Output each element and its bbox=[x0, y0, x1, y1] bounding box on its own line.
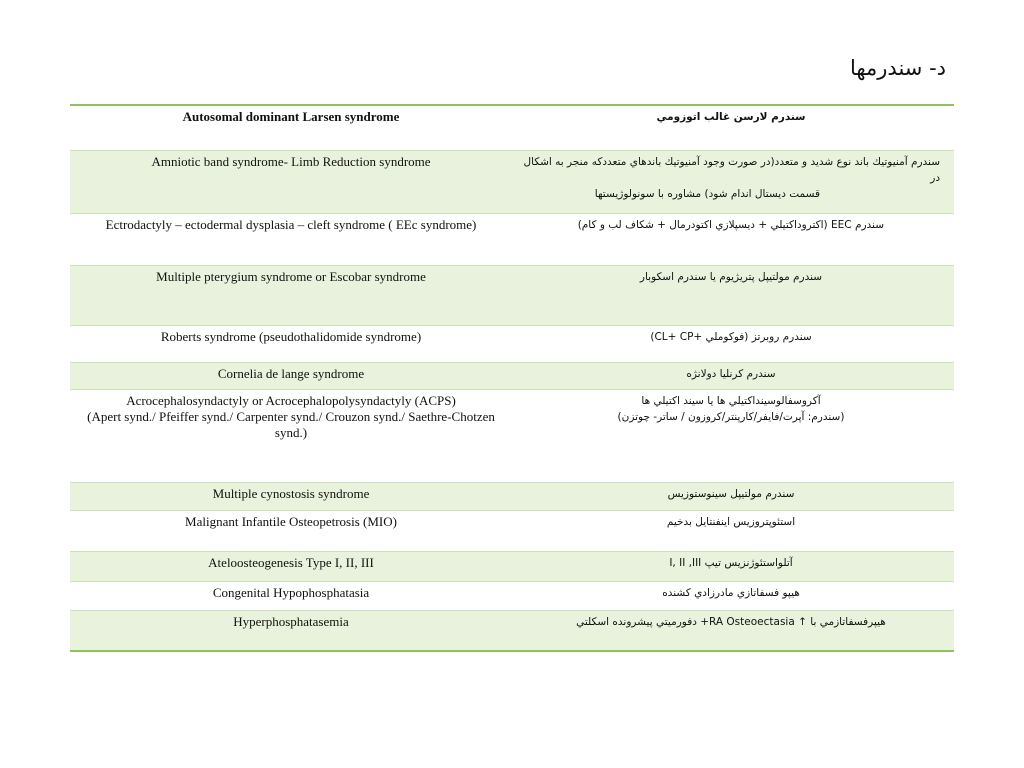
persian-term: سندرم كرنليا دولانژه bbox=[686, 368, 776, 380]
english-term: Ateloosteogenesis Type I, II, III bbox=[208, 555, 374, 570]
persian-term bbox=[512, 390, 954, 482]
table-row bbox=[70, 551, 954, 581]
table-row bbox=[70, 150, 954, 213]
persian-term: سندرم مولتيپل پتريژيوم يا سندرم اسكوبار bbox=[639, 271, 823, 283]
persian-term-line: قسمت ديستال اندام شود) مشاوره با سونولوژيستها bbox=[594, 188, 820, 200]
persian-term bbox=[512, 151, 954, 213]
persian-term: سندرم روبرتز (فوكوملي +CL+ CP) bbox=[650, 331, 812, 343]
english-term-line: synd.) bbox=[274, 425, 308, 440]
english-term: Roberts syndrome (pseudothalidomide syndrome) bbox=[160, 329, 422, 344]
persian-term: سندرم لارسن غالب اتوزومي bbox=[656, 111, 806, 123]
persian-term-line: آكروسفالوسينداكتيلي ها يا سيند اكتيلي ها bbox=[641, 395, 821, 407]
persian-term: آتلواستئوژنزيس تيپ I, II ,III bbox=[669, 557, 793, 569]
english-term: Ectrodactyly – ectodermal dysplasia – cleft syndrome ( EEc syndrome) bbox=[105, 217, 477, 232]
table-row bbox=[70, 362, 954, 389]
table-row bbox=[70, 610, 954, 650]
english-term: Malignant Infantile Osteopetrosis (MIO) bbox=[185, 514, 397, 529]
english-term-line: (Apert synd./ Pfeiffer synd./ Carpenter synd./ Crouzon synd./ Saethre-Chotzen bbox=[87, 409, 495, 424]
persian-term: استئوپتروزيس اينفنتايل بدخيم bbox=[666, 516, 796, 528]
english-term: Autosomal dominant Larsen syndrome bbox=[182, 109, 400, 124]
table-row bbox=[70, 265, 954, 325]
english-term-line: Acrocephalosyndactyly or Acrocephalopolysyndactyly (ACPS) bbox=[126, 393, 456, 408]
slide-title: د- سندرمها bbox=[849, 56, 946, 80]
persian-term: سندرم مولتيپل سينوستوزيس bbox=[667, 488, 795, 500]
english-term bbox=[70, 390, 512, 482]
table-row bbox=[70, 581, 954, 610]
english-term: Cornelia de lange syndrome bbox=[217, 366, 365, 381]
persian-term-line: سندرم آمنيوتيك باند نوع شديد و متعدد(در صورت وجود آمنيوتيك باندهاي متعددكه منجر به اشكال در bbox=[523, 156, 940, 184]
persian-term: هيپرفسفاتازمي با ↑ RA Osteoectasia+ دفورميتي پيشرونده اسكلتي bbox=[576, 616, 886, 628]
table-row bbox=[70, 389, 954, 482]
english-term: Multiple pterygium syndrome or Escobar syndrome bbox=[156, 269, 426, 284]
table-row bbox=[70, 482, 954, 510]
table-row bbox=[70, 510, 954, 551]
persian-term: هيپو فسفاتازي مادرزادي كشنده bbox=[662, 587, 800, 599]
english-term: Hyperphosphatasemia bbox=[233, 614, 349, 629]
english-term: Congenital Hypophosphatasia bbox=[212, 585, 370, 600]
persian-term: سندرم EEC (اكتروداكتيلي + ديسپلازي اكتودرمال + شكاف لب و كام) bbox=[577, 219, 884, 231]
table-row bbox=[70, 325, 954, 362]
syndrome-table bbox=[70, 104, 954, 652]
english-term: Multiple cynostosis syndrome bbox=[212, 486, 370, 501]
table-row bbox=[70, 213, 954, 265]
english-term: Amniotic band syndrome- Limb Reduction syndrome bbox=[151, 154, 431, 169]
table-row bbox=[70, 106, 954, 150]
persian-term-line: (سندرم: آپرت/فايفر/كارپنتر/كروزون / ساتر- چوتزن) bbox=[617, 411, 845, 423]
